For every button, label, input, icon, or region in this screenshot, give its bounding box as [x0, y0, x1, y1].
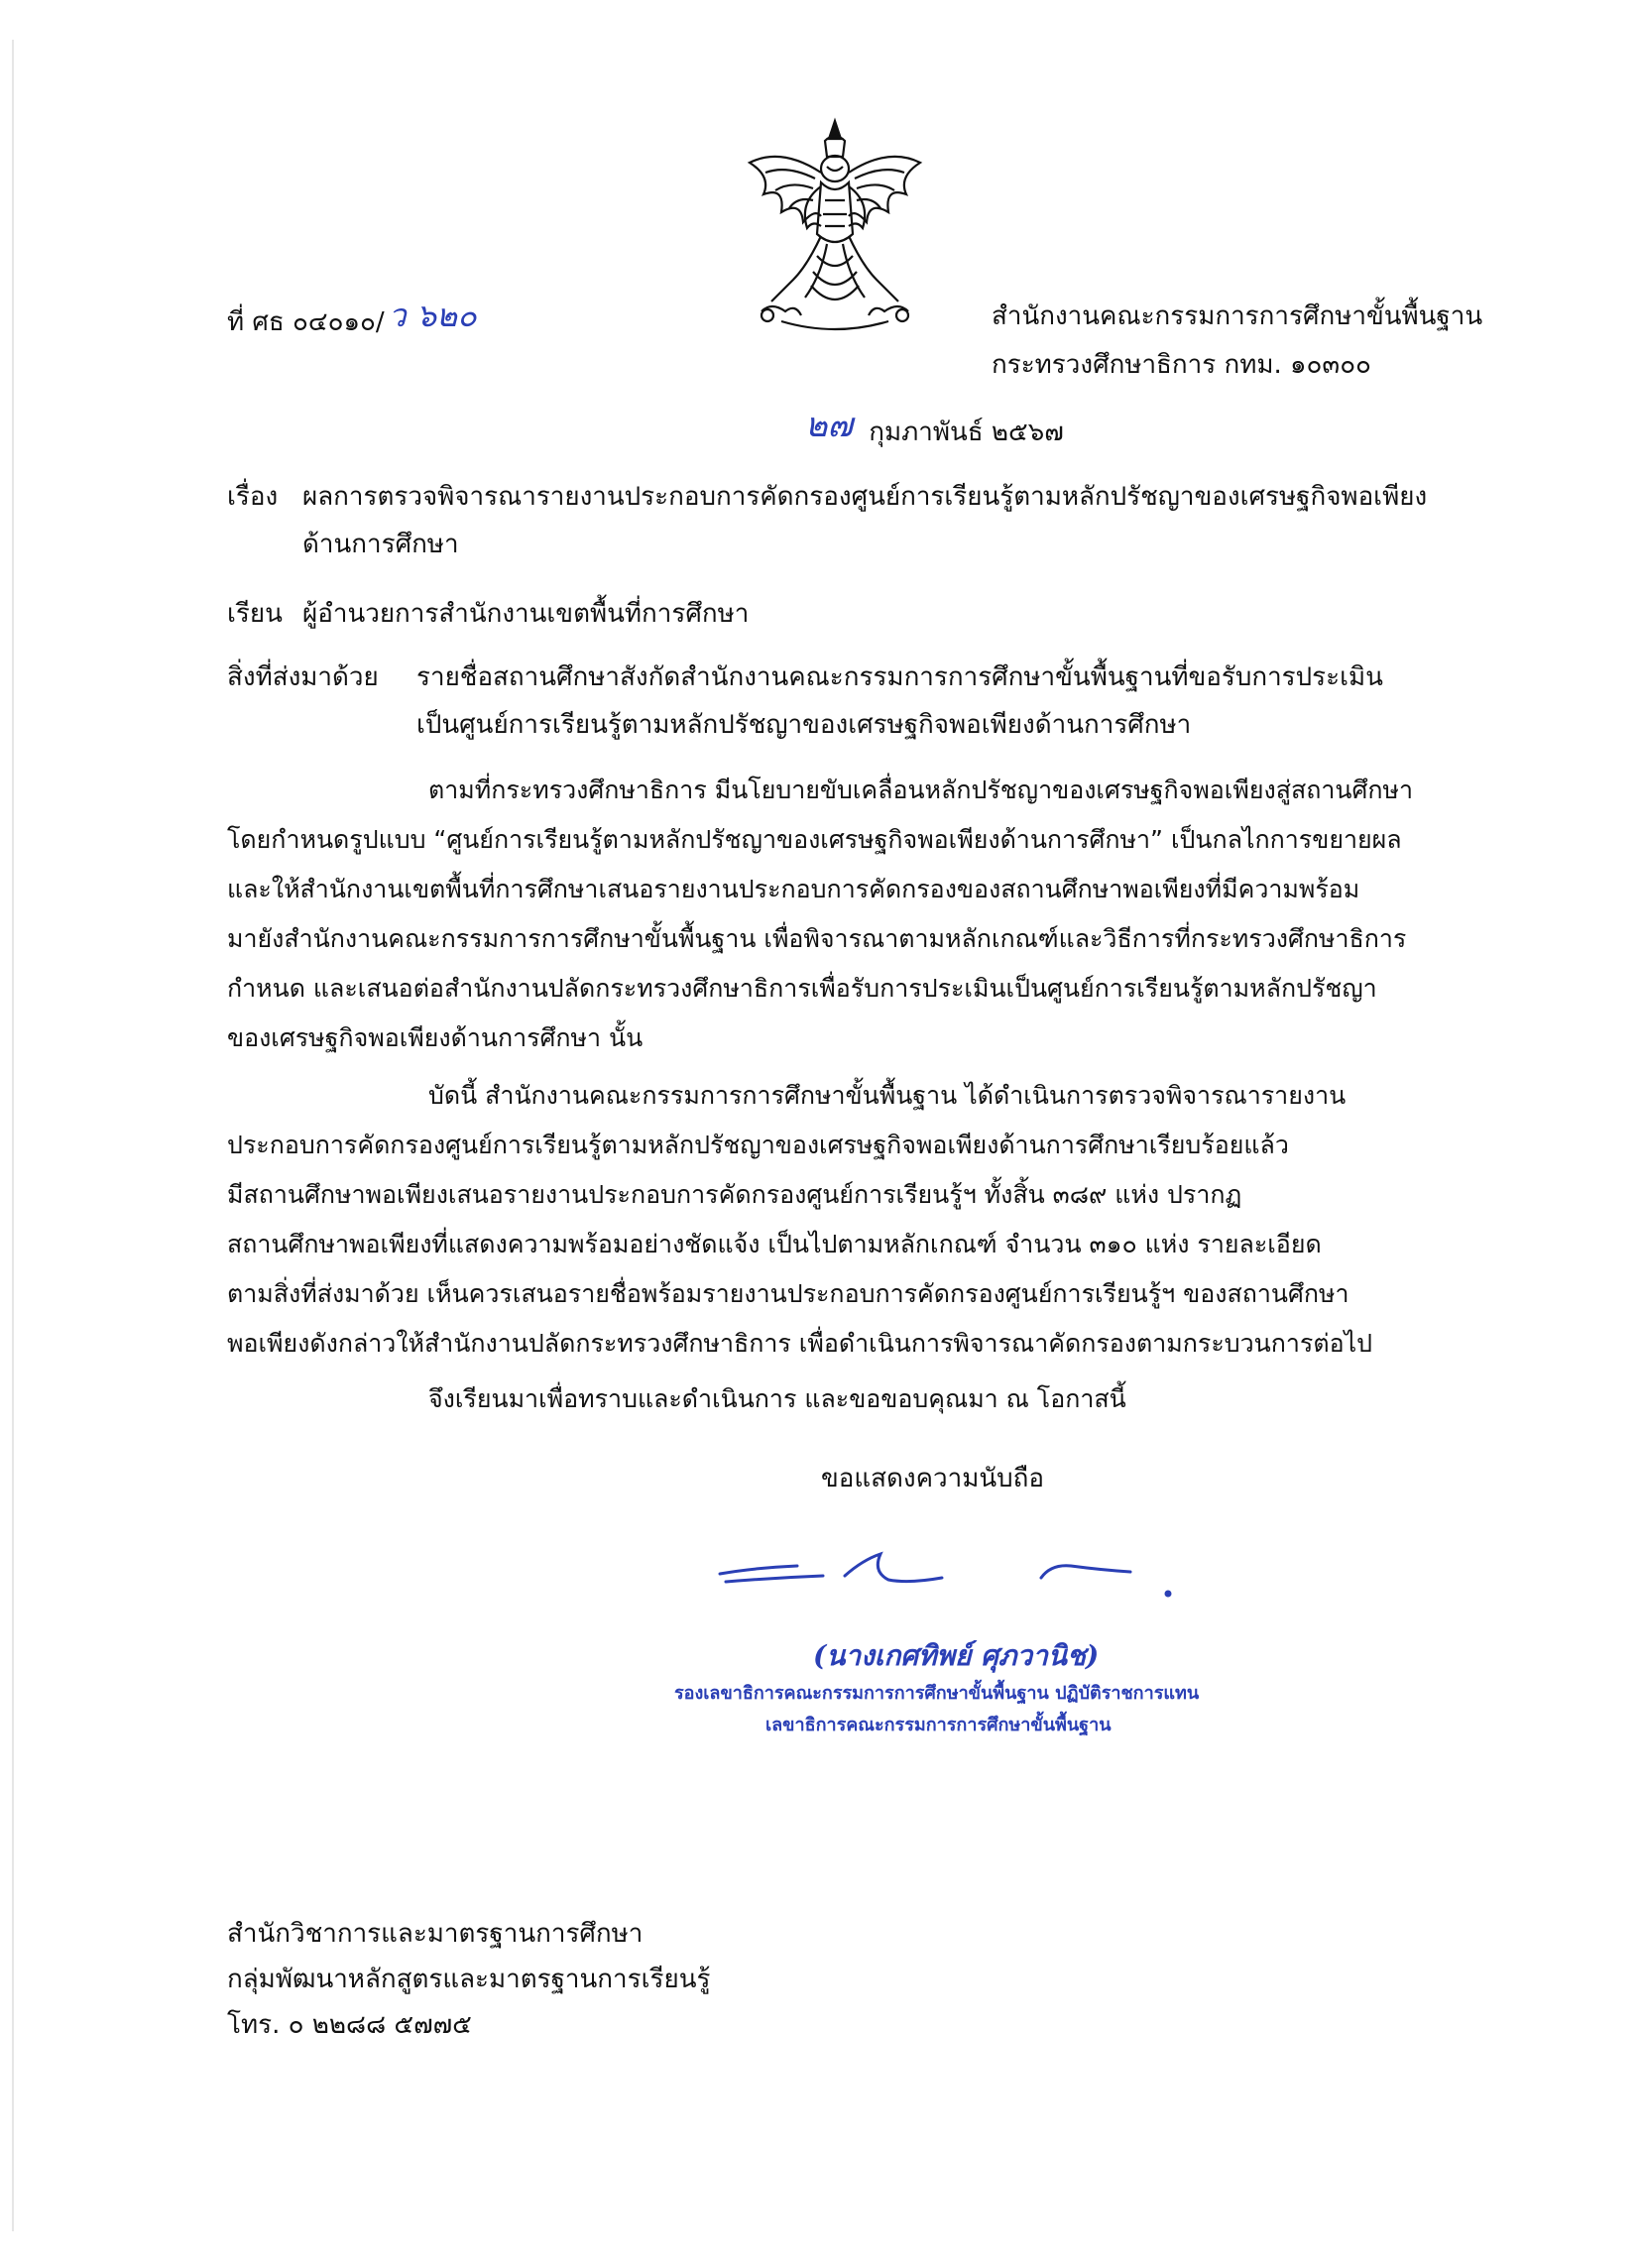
para1-line-6: ของเศรษฐกิจพอเพียงด้านการศึกษา นั้น — [227, 1023, 644, 1052]
para2-line-2: ประกอบการคัดกรองศูนย์การเรียนรู้ตามหลักปรัชญาของเศรษฐกิจพอเพียงด้านการศึกษาเรียบร้อยแล้ว — [227, 1131, 1289, 1159]
date-month-year: กุมภาพันธ์ ๒๕๖๗ — [869, 418, 1064, 447]
handwritten-signature — [714, 1542, 1190, 1602]
footer-group: กลุ่มพัฒนาหลักสูตรและมาตรฐานการเรียนรู้ — [227, 1965, 711, 1994]
para1-line-5: กำหนด และเสนอต่อสำนักงานปลัดกระทรวงศึกษาธิการเพื่อรับการประเมินเป็นศูนย์การเรียนรู้ตามหลักปรัชญา — [227, 974, 1377, 1003]
signatory-title-line-2: เลขาธิการคณะกรรมการการศึกษาขั้นพื้นฐาน — [765, 1715, 1112, 1735]
reference-number — [227, 297, 477, 337]
subject-label: เรื่อง — [227, 482, 279, 512]
para2-line-5: ตามสิ่งที่ส่งมาด้วย เห็นควรเสนอรายชื่อพร้อมรายงานประกอบการคัดกรองศูนย์การเรียนรู้ฯ ของสถานศึกษา — [227, 1279, 1349, 1308]
footer-office: สำนักวิชาการและมาตรฐานการศึกษา — [227, 1919, 644, 1949]
signatory-title-line-1: รองเลขาธิการคณะกรรมการการศึกษาขั้นพื้นฐาน ปฏิบัติราชการแทน — [674, 1683, 1200, 1704]
enclosure-line-1: รายชื่อสถานศึกษาสังกัดสำนักงานคณะกรรมการการศึกษาขั้นพื้นฐานที่ขอรับการประเมิน — [416, 662, 1383, 692]
garuda-emblem-icon — [742, 117, 928, 339]
letter-date — [805, 406, 1064, 447]
reference-number-handwritten: ว ๖๒๐ — [388, 297, 477, 334]
para2-line-1: บัดนี้ สำนักงานคณะกรรมการการศึกษาขั้นพื้นฐาน ได้ดำเนินการตรวจพิจารณารายงาน — [428, 1081, 1347, 1110]
para1-line-4: มายังสำนักงานคณะกรรมการการศึกษาขั้นพื้นฐาน เพื่อพิจารณาตามหลักเกณฑ์และวิธีการที่กระทรวงศึกษาธิการ — [227, 924, 1407, 953]
subject-line-2: ด้านการศึกษา — [302, 530, 459, 559]
enclosure-line-2: เป็นศูนย์การเรียนรู้ตามหลักปรัชญาของเศรษฐกิจพอเพียงด้านการศึกษา — [416, 710, 1192, 740]
recipient-text: ผู้อำนวยการสำนักงานเขตพื้นที่การศึกษา — [302, 599, 750, 629]
agency-name: สำนักงานคณะกรรมการการศึกษาขั้นพื้นฐาน — [992, 301, 1483, 331]
reference-prefix: ที่ ศธ ๐๔๐๑๐/ — [227, 307, 385, 337]
para1-line-2: โดยกำหนดรูปแบบ “ศูนย์การเรียนรู้ตามหลักปรัชญาของเศรษฐกิจพอเพียงด้านการศึกษา” เป็นกลไกการขยายผล — [227, 825, 1402, 854]
closing-salutation: ขอแสดงความนับถือ — [821, 1464, 1044, 1493]
scan-edge — [12, 40, 14, 2231]
para2-line-3: มีสถานศึกษาพอเพียงเสนอรายงานประกอบการคัดกรองศูนย์การเรียนรู้ฯ ทั้งสิ้น ๓๘๙ แห่ง ปรากฏ — [227, 1180, 1242, 1209]
agency-address: กระทรวงศึกษาธิการ กทม. ๑๐๓๐๐ — [992, 350, 1371, 380]
recipient-label: เรียน — [227, 599, 283, 629]
para2-line-4: สถานศึกษาพอเพียงที่แสดงความพร้อมอย่างชัดแจ้ง เป็นไปตามหลักเกณฑ์ จำนวน ๓๑๐ แห่ง รายละเอียด — [227, 1230, 1322, 1258]
para1-line-3: และให้สำนักงานเขตพื้นที่การศึกษาเสนอรายงานประกอบการคัดกรองของสถานศึกษาพอเพียงที่มีความพร้อม — [227, 875, 1360, 903]
para2-line-6: พอเพียงดังกล่าวให้สำนักงานปลัดกระทรวงศึกษาธิการ เพื่อดำเนินการพิจารณาคัดกรองตามกระบวนการต่อไป — [227, 1329, 1373, 1358]
subject-line-1: ผลการตรวจพิจารณารายงานประกอบการคัดกรองศูนย์การเรียนรู้ตามหลักปรัชญาของเศรษฐกิจพอเพียง — [302, 482, 1428, 512]
signatory-name: (นางเกศทิพย์ ศุภวานิช) — [813, 1639, 1100, 1672]
closing-request: จึงเรียนมาเพื่อทราบและดำเนินการ และขอขอบคุณมา ณ โอกาสนี้ — [428, 1384, 1126, 1413]
footer-phone: โทร. ๐ ๒๒๘๘ ๕๗๗๕ — [227, 2010, 472, 2040]
date-day-handwritten: ๒๗ — [805, 406, 853, 445]
para1-line-1: ตามที่กระทรวงศึกษาธิการ มีนโยบายขับเคลื่อนหลักปรัชญาของเศรษฐกิจพอเพียงสู่สถานศึกษา — [428, 776, 1413, 804]
enclosure-label: สิ่งที่ส่งมาด้วย — [227, 662, 379, 692]
